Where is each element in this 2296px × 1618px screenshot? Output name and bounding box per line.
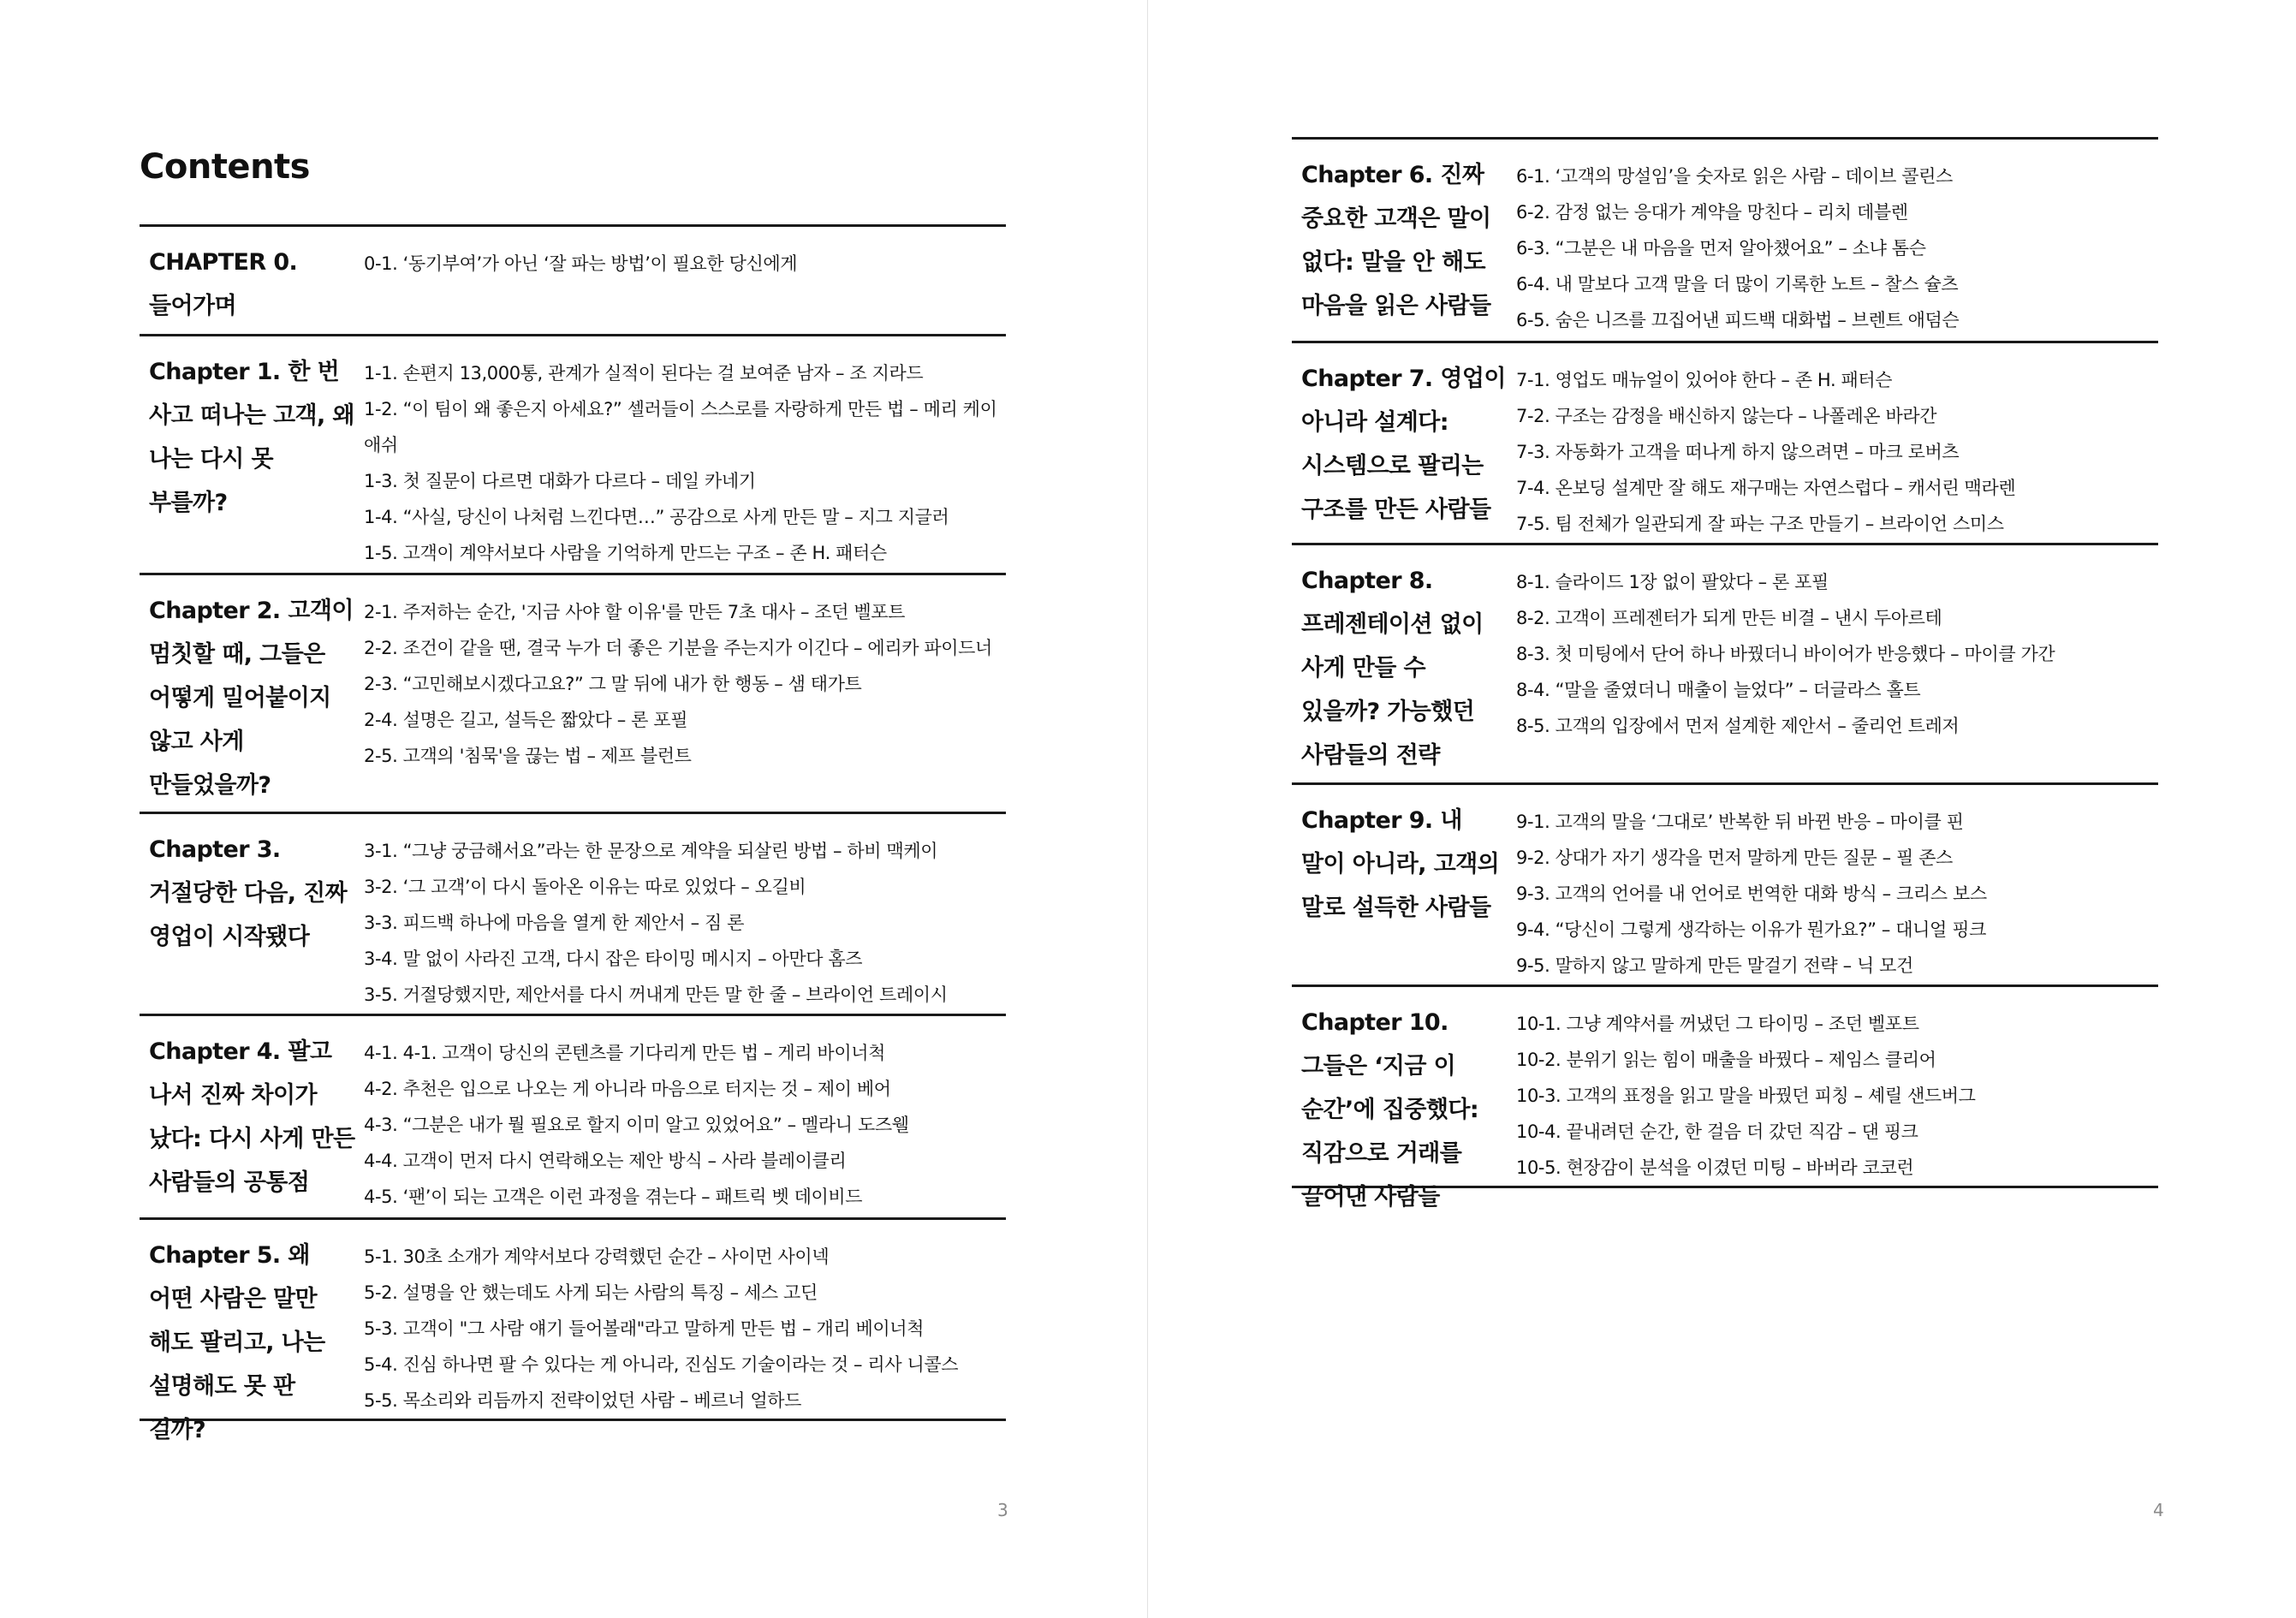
toc-entry[interactable]: 9-1. 고객의 말을 ‘그대로’ 반복한 뒤 바뀐 반응 – 마이클 핀 [1516,812,1964,832]
toc-entry[interactable]: 10-5. 현장감이 분석을 이겼던 미팅 – 바버라 코코런 [1516,1157,1914,1178]
toc-entry[interactable]: 5-5. 목소리와 리듬까지 전략이었던 사람 – 베르너 얼하드 [364,1390,802,1411]
chapter-items [364,241,1006,324]
chapter-items [364,589,1006,801]
chapter-title: Chapter 7. 영업이 아니라 설계다: 시스템으로 팔리는 구조를 만든 사람들 [1301,366,1506,523]
chapter-title: Chapter 1. 한 번 사고 떠나는 고객, 왜 나는 다시 못 부를까? [149,359,354,516]
toc-entry[interactable]: 6-3. “그분은 내 마음을 먼저 알아챘어요” – 소냐 톰슨 [1516,238,1926,259]
toc-entry[interactable]: 9-4. “당신이 그렇게 생각하는 이유가 뭔가요?” – 대니얼 핑크 [1516,919,1986,940]
chapter-title: Chapter 9. 내 말이 아니라, 고객의 말로 설득한 사람들 [1301,807,1500,921]
chapter-title: Chapter 8. 프레젠테이션 없이 사게 만들 수 있을까? 가능했던 사람들의 전략 [1301,568,1484,769]
toc-entry[interactable]: 7-3. 자동화가 고객을 떠나게 하지 않으려면 – 마크 로버츠 [1516,442,1960,462]
toc-chapter-4 [140,1014,1006,1217]
toc-entry[interactable]: 5-1. 30초 소개가 계약서보다 강력했던 순간 – 사이먼 사이넥 [364,1246,830,1267]
toc-entry[interactable]: 1-1. 손편지 13,000통, 관계가 실적이 된다는 걸 보여준 남자 – 조 지라드 [364,363,924,384]
toc-entry[interactable]: 9-3. 고객의 언어를 내 언어로 번역한 대화 방식 – 크리스 보스 [1516,883,1987,904]
chapter-title: Chapter 4. 팔고 나서 진짜 차이가 났다: 다시 사게 만든 사람들의 공통점 [149,1038,355,1196]
toc-entry[interactable]: 8-3. 첫 미팅에서 단어 하나 바꿨더니 바이어가 반응했다 – 마이클 가간 [1516,644,2055,664]
chapter-items [364,1234,1006,1411]
toc-entry[interactable]: 3-3. 피드백 하나에 마음을 열게 한 제안서 – 짐 론 [364,913,745,933]
toc-chapter-10 [1292,984,2158,1211]
page-number: 4 [2153,1500,2164,1520]
chapter-items [1516,1001,2158,1178]
toc-entry[interactable]: 6-1. ‘고객의 망설임’을 숫자로 읽은 사람 – 데이브 콜린스 [1516,166,1953,187]
toc-entry[interactable]: 1-4. “사실, 당신이 나처럼 느낀다면…” 공감으로 사게 만든 말 – 지그 지글러 [364,507,949,527]
chapter-items [364,828,1006,1003]
toc-entry[interactable]: 7-2. 구조는 감정을 배신하지 않는다 – 나폴레온 바라간 [1516,406,1937,426]
toc-entry[interactable]: 6-5. 숨은 니즈를 끄집어낸 피드백 대화법 – 브렌트 애덤슨 [1516,310,1960,330]
toc-entry[interactable]: 10-1. 그냥 계약서를 꺼냈던 그 타이밍 – 조던 벨포트 [1516,1014,1919,1034]
contents-heading: Contents [140,147,310,187]
toc-chapter-8 [1292,543,2158,782]
toc-entry[interactable]: 7-5. 팀 전체가 일관되게 잘 파는 구조 만들기 – 브라이언 스미스 [1516,514,2004,534]
toc-entry[interactable]: 4-1. 4-1. 고객이 당신의 콘텐츠를 기다리게 만든 법 – 게리 바이너척 [364,1043,885,1063]
toc-entry[interactable]: 2-3. “고민해보시겠다고요?” 그 말 뒤에 내가 한 행동 – 샘 태가트 [364,674,862,694]
toc-entry[interactable]: 3-5. 거절당했지만, 제안서를 다시 꺼내게 만든 말 한 줄 – 브라이언 트레이시 [364,984,948,1005]
toc-chapter-3 [140,812,1006,1014]
toc-entry[interactable]: 10-4. 끝내려던 순간, 한 걸음 더 갔던 직감 – 댄 핑크 [1516,1121,1918,1142]
chapter-items [1516,559,2158,772]
chapter-title: Chapter 10. 그들은 ‘지금 이 순간’에 집중했다: 직감으로 거래를 끌어낸 사람들 [1301,1009,1479,1211]
toc-entry[interactable]: 4-4. 고객이 먼저 다시 연락해오는 제안 방식 – 사라 블레이클리 [364,1151,847,1171]
toc-entry[interactable]: 4-2. 추천은 입으로 나오는 게 아니라 마음으로 터지는 것 – 제이 베어 [364,1079,891,1099]
toc-entry[interactable]: 7-4. 온보딩 설계만 잘 해도 재구매는 자연스럽다 – 캐서린 맥라렌 [1516,478,2016,498]
toc-entry[interactable]: 3-4. 말 없이 사라진 고객, 다시 잡은 타이밍 메시지 – 아만다 홈즈 [364,949,863,969]
toc-entry[interactable]: 5-2. 설명을 안 했는데도 사게 되는 사람의 특징 – 세스 고딘 [364,1282,818,1303]
toc-entry[interactable]: 4-3. “그분은 내가 뭘 필요로 할지 이미 알고 있었어요” – 멜라니 도즈웰 [364,1115,909,1135]
toc-entry[interactable]: 1-5. 고객이 계약서보다 사람을 기억하게 만드는 구조 – 존 H. 패터슨 [364,543,887,563]
chapter-title: Chapter 5. 왜 어떤 사람은 말만 해도 팔리고, 나는 설명해도 못 판 걸까? [149,1242,325,1443]
toc-entry[interactable]: 3-2. ‘그 고객’이 다시 돌아온 이유는 따로 있었다 – 오길비 [364,877,806,897]
toc-entry[interactable]: 9-5. 말하지 않고 말하게 만든 말걸기 전략 – 닉 모건 [1516,955,1913,976]
toc-entry[interactable]: 10-3. 고객의 표정을 읽고 말을 바꿨던 피칭 – 셰릴 샌드버그 [1516,1086,1976,1106]
chapter-items [1516,153,2158,330]
chapter-title: Chapter 6. 진짜 중요한 고객은 말이 없다: 말을 안 해도 마음을 읽은 사람들 [1301,162,1491,319]
page-number: 3 [997,1500,1008,1520]
toc-entry[interactable]: 8-5. 고객의 입장에서 먼저 설계한 제안서 – 줄리언 트레저 [1516,716,1960,736]
toc-entry[interactable]: 2-5. 고객의 '침묵'을 끊는 법 – 제프 블런트 [364,746,692,766]
toc-entry[interactable]: 3-1. “그냥 궁금해서요”라는 한 문장으로 계약을 되살린 방법 – 하비 맥케이 [364,841,938,861]
toc-entry[interactable]: 2-2. 조건이 같을 땐, 결국 누가 더 좋은 기분을 주는지가 이긴다 – 에리카 파이드너 [364,638,992,658]
chapter-items [1516,357,2158,532]
toc-entry[interactable]: 1-3. 첫 질문이 다르면 대화가 다르다 – 데일 카네기 [364,471,756,491]
toc-entry[interactable]: 6-2. 감정 없는 응대가 계약을 망친다 – 리치 데블렌 [1516,202,1908,223]
chapter-title: Chapter 2. 고객이 멈칫할 때, 그들은 어떻게 밀어붙이지 않고 사게 만들었을까? [149,598,354,799]
toc-entry[interactable]: 0-1. ‘동기부여’가 아닌 ‘잘 파는 방법’이 필요한 당신에게 [364,253,798,274]
toc-entry[interactable]: 9-2. 상대가 자기 생각을 먼저 말하게 만든 질문 – 필 존스 [1516,848,1953,868]
toc-entry[interactable]: 2-4. 설명은 길고, 설득은 짧았다 – 론 포필 [364,710,688,730]
toc-chapter-6 [1292,137,2158,341]
toc-entry[interactable]: 2-1. 주저하는 순간, '지금 사야 할 이유'를 만든 7초 대사 – 조던 벨포트 [364,602,906,622]
right-page [1148,0,2296,1618]
toc-chapter-7 [1292,341,2158,543]
toc-entry[interactable]: 5-3. 고객이 "그 사람 얘기 들어볼래"라고 말하게 만든 법 – 개리 베이너척 [364,1318,925,1339]
toc-entry[interactable]: 8-4. “말을 줄였더니 매출이 늘었다” – 더글라스 홀트 [1516,680,1921,700]
toc-entry[interactable]: 10-2. 분위기 읽는 힘이 매출을 바꿨다 – 제임스 클리어 [1516,1050,1936,1070]
toc-table-left [140,224,1006,1443]
toc-entry[interactable]: 8-2. 고객이 프레젠터가 되게 만든 비결 – 낸시 두아르테 [1516,608,1942,628]
toc-entry[interactable]: 5-4. 진심 하나면 팔 수 있다는 게 아니라, 진심도 기술이라는 것 – 리사 니콜스 [364,1354,959,1375]
chapter-items [1516,799,2158,974]
toc-entry[interactable]: 6-4. 내 말보다 고객 말을 더 많이 기록한 노트 – 찰스 슐츠 [1516,274,1959,294]
chapter-items [364,1030,1006,1207]
toc-entry[interactable]: 4-5. ‘팬’이 되는 고객은 이런 과정을 겪는다 – 패트릭 벳 데이비드 [364,1187,863,1207]
toc-chapter-9 [1292,782,2158,984]
toc-chapter-1 [140,334,1006,573]
toc-entry[interactable]: 7-1. 영업도 매뉴얼이 있어야 한다 – 존 H. 패터슨 [1516,370,1893,390]
toc-entry[interactable]: 1-2. “이 팀이 왜 좋은지 아세요?” 셀러들이 스스로를 자랑하게 만든 법 – 메리 케이 애쉬 [364,399,997,455]
toc-entry[interactable]: 8-1. 슬라이드 1장 없이 팔았다 – 론 포필 [1516,572,1829,592]
chapter-items [364,350,1006,562]
toc-chapter-0 [140,224,1006,334]
chapter-title: CHAPTER 0. 들어가며 [149,249,298,319]
chapter-title: Chapter 3. 거절당한 다음, 진짜 영업이 시작됐다 [149,836,348,950]
toc-chapter-5 [140,1217,1006,1443]
toc-table-right [1292,137,2158,1211]
toc-chapter-2 [140,573,1006,812]
